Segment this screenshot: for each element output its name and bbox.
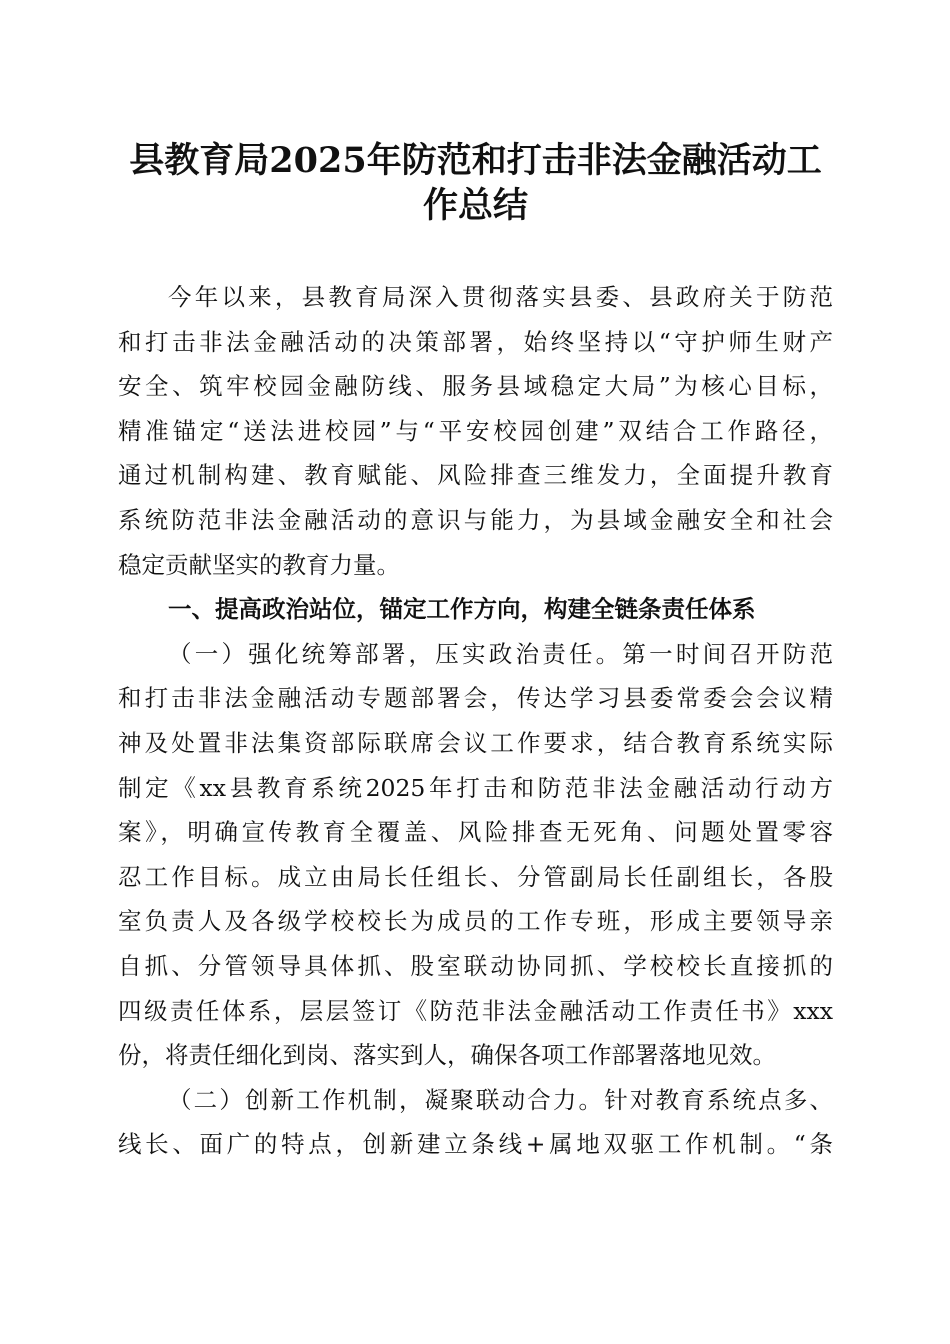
document-title-line: 作总结 xyxy=(422,185,528,226)
paragraph-line: 自抓、分管领导具体抓、股室联动协同抓、学校校长直接抓的 xyxy=(118,952,833,980)
paragraph-line: 和打击非法金融活动的决策部署，始终坚持以“守护师生财产 xyxy=(118,328,833,356)
paragraph-line: 今年以来，县教育局深入贯彻落实县委、县政府关于防范 xyxy=(168,283,833,311)
paragraph-line: 忍工作目标。成立由局长任组长、分管副局长任副组长，各股 xyxy=(118,863,833,891)
paragraph-line: 线长、面广的特点，创新建立条线+属地双驱工作机制。“条 xyxy=(118,1130,833,1158)
paragraph-line: 安全、筑牢校园金融防线、服务县域稳定大局”为核心目标， xyxy=(118,372,833,400)
paragraph-line: 制定《xx县教育系统2025年打击和防范非法金融活动行动方 xyxy=(118,774,833,802)
paragraph-line: 案》，明确宣传教育全覆盖、风险排查无死角、问题处置零容 xyxy=(118,818,833,846)
paragraph-line: 神及处置非法集资部际联席会议工作要求，结合教育系统实际 xyxy=(118,729,833,757)
document-title-line: 县教育局2025年防范和打击非法金融活动工 xyxy=(129,140,822,181)
paragraph-line: （二）创新工作机制，凝聚联动合力。针对教育系统点多、 xyxy=(168,1086,833,1114)
paragraph-line: 稳定贡献坚实的教育力量。 xyxy=(118,551,400,579)
paragraph-line: 和打击非法金融活动专题部署会，传达学习县委常委会会议精 xyxy=(118,684,833,712)
section-heading: 一、提高政治站位，锚定工作方向，构建全链条责任体系 xyxy=(168,595,756,623)
paragraph-line: 系统防范非法金融活动的意识与能力，为县域金融安全和社会 xyxy=(118,506,833,534)
paragraph-line: 份，将责任细化到岗、落实到人，确保各项工作部署落地见效。 xyxy=(118,1041,776,1069)
paragraph-line: 四级责任体系，层层签订《防范非法金融活动工作责任书》xxx xyxy=(118,997,833,1025)
paragraph-line: （一）强化统筹部署，压实政治责任。第一时间召开防范 xyxy=(168,640,833,668)
paragraph-line: 精准锚定“送法进校园”与“平安校园创建”双结合工作路径， xyxy=(118,417,833,445)
paragraph-line: 室负责人及各级学校校长为成员的工作专班，形成主要领导亲 xyxy=(118,907,833,935)
paragraph-line: 通过机制构建、教育赋能、风险排查三维发力，全面提升教育 xyxy=(118,461,833,489)
